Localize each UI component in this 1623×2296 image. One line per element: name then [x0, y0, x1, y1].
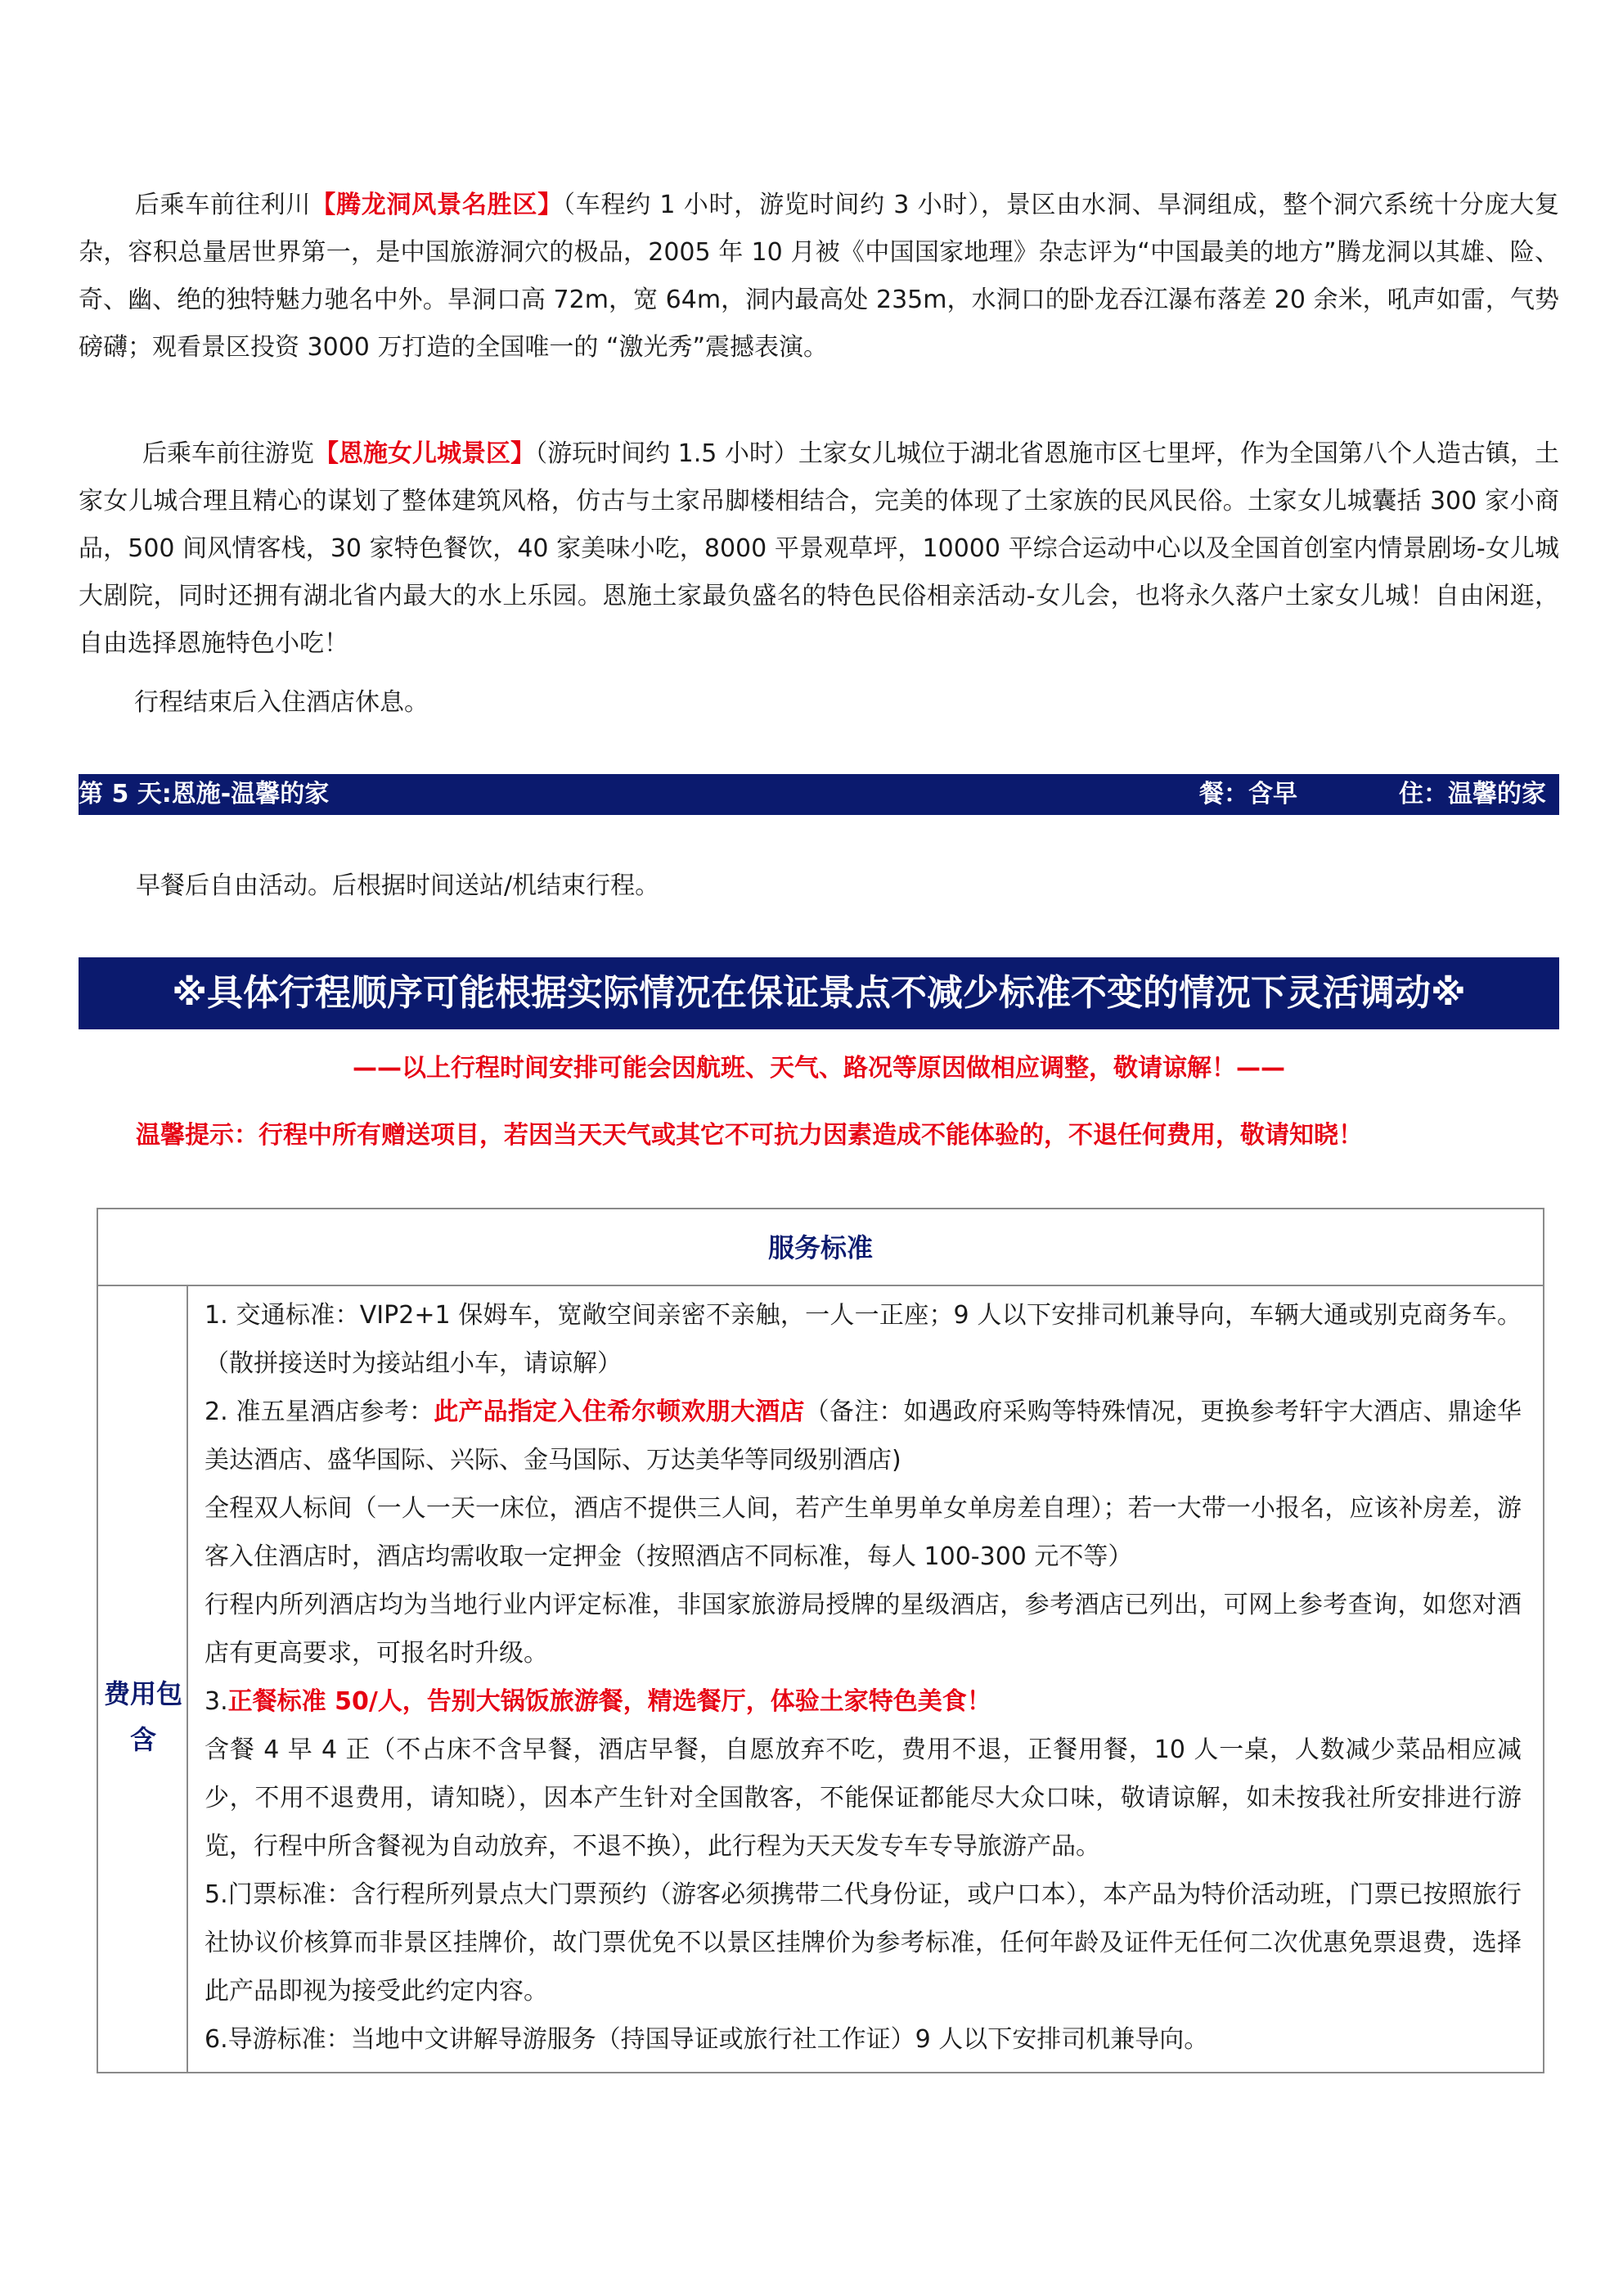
paragraph-prefix: 后乘车前往游览: [142, 439, 315, 468]
hotel-standard: [205, 1388, 1522, 1484]
table-left-column: [98, 1286, 188, 2072]
hotel-note: 行程内所列酒店均为当地行业内评定标准，非国家旅游局授牌的星级酒店，参考酒店已列出，可网上参考查询，如您对酒店有更高要求，可报名时升级。: [205, 1591, 1522, 1668]
ticket-standard: 5.门票标准：含行程所列景点大门票预约（游客必须携带二代身份证，或户口本），本产品为特价活动班，门票已按照旅行社协议价核算而非景区挂牌价，故门票优免不以景区挂牌价为参考标准，任何年龄及证件无任何二次优惠免票退费，选择此产品即视为接受此约定内容。: [205, 1880, 1522, 2006]
meal-prefix: 3.: [205, 1687, 228, 1716]
day-5-description: 早餐后自由活动。后根据时间送站/机结束行程。: [136, 871, 660, 900]
meal-standard: [205, 1677, 1522, 1726]
table-header: 服务标准: [98, 1209, 1543, 1286]
day-meal: 餐：含早: [1199, 780, 1297, 808]
guide-standard: 6.导游标准：当地中文讲解导游服务（持国导证或旅行社工作证）9 人以下安排司机兼导向。: [205, 2025, 1209, 2054]
hotel-highlight: 此产品指定入住希尔顿欢朋大酒店: [434, 1398, 805, 1426]
hotel-rest: （备注：如遇政府采购等特殊情况，更换参考轩宇大酒店、鼎途华美达酒店、盛华国际、兴际、金马国际、万达美华等同级别酒店): [205, 1398, 1522, 1474]
scenic-spot-highlight: 【腾龙洞风景名胜区】: [311, 191, 563, 219]
paragraph-text: 行程结束后入住酒店休息。: [134, 688, 429, 717]
meal-note: 含餐 4 早 4 正（不占床不含早餐，酒店早餐，自愿放弃不吃，费用不退，正餐用餐，10 人一桌，人数减少菜品相应减少，不用不退费用，请知晓），因本产生针对全国散客，不能保证都能尽大众口味，敬请谅解，如未按我社所安排进行游览，行程中所含餐视为自动放弃，不退不换），此行程为天天发专车专导旅游产品。: [205, 1736, 1522, 1861]
paragraph-body: （游玩时间约 1.5 小时）土家女儿城位于湖北省恩施市区七里坪，作为全国第八个人造古镇，土家女儿城合理且精心的谋划了整体建筑风格，仿古与土家吊脚楼相结合，完美的体现了土家族的民风民俗。土家女儿城囊括 300 家小商品，500 间风情客栈，30 家特色餐饮，40 家美味小吃，8000 平景观草坪，10000 平综合运动中心以及全国首创室内情景剧场-女儿城大剧院，同时还拥有湖北省内最大的水上乐园。恩施土家最负盛名的特色民俗相亲活动-女儿会，也将永久落户土家女儿城！自由闲逛，自由选择恩施特色小吃！: [79, 439, 1560, 658]
paragraph-prefix: 后乘车前往利川: [134, 191, 312, 219]
day-5-header: [79, 774, 1559, 815]
hotel-rest-paragraph: [79, 679, 1559, 727]
tenglong-cave-paragraph: [79, 182, 1559, 371]
day-stay: 住：温馨的家: [1399, 780, 1546, 808]
schedule-notice: ——以上行程时间安排可能会因航班、天气、路况等原因做相应调整，敬请谅解！——: [353, 1054, 1285, 1083]
fee-included-label: 费用包含: [103, 1678, 182, 1755]
daughter-city-paragraph: [79, 430, 1559, 668]
transport-standard: 1. 交通标准：VIP2+1 保姆车，宽敞空间亲密不亲触，一人一正座；9 人以下安排司机兼导向，车辆大通或别克商务车。（散拼接送时为接站组小车，请谅解）: [205, 1301, 1522, 1378]
itinerary-adjustment-banner: ※具体行程顺序可能根据实际情况在保证景点不减少标准不变的情况下灵活调动※: [79, 957, 1559, 1029]
paragraph-body: （车程约 1 小时，游览时间约 3 小时），景区由水洞、旱洞组成，整个洞穴系统十分庞大复杂，容积总量居世界第一，是中国旅游洞穴的极品，2005 年 10 月被《中国国家地理》杂志评为“中国最美的地方”腾龙洞以其雄、险、奇、幽、绝的独特魅力驰名中外。旱洞口高 72m，宽 64m，洞内最高处 235m，水洞口的卧龙吞江瀑布落差 20 余米，吼声如雷，气势磅礴；观看景区投资 3000 万打造的全国唯一的 “激光秀”震撼表演。: [79, 191, 1560, 362]
hotel-prefix: 2. 准五星酒店参考：: [205, 1398, 434, 1426]
warm-tip: 温馨提示：行程中所有赠送项目，若因当天天气或其它不可抗力因素造成不能体验的，不退任何费用，敬请知晓！: [136, 1121, 1363, 1150]
room-standard: 全程双人标间（一人一天一床位，酒店不提供三人间，若产生单男单女单房差自理）；若一大带一小报名，应该补房差，游客入住酒店时，酒店均需收取一定押金（按照酒店不同标准，每人 100-300 元不等）: [205, 1494, 1522, 1571]
day-title: 第 5 天:恩施-温馨的家: [79, 780, 330, 808]
service-content: [205, 1291, 1522, 2064]
scenic-spot-highlight: 【恩施女儿城景区】: [314, 439, 536, 468]
meal-highlight: 正餐标准 50/人，告别大锅饭旅游餐，精选餐厅，体验土家特色美食！: [227, 1687, 991, 1716]
